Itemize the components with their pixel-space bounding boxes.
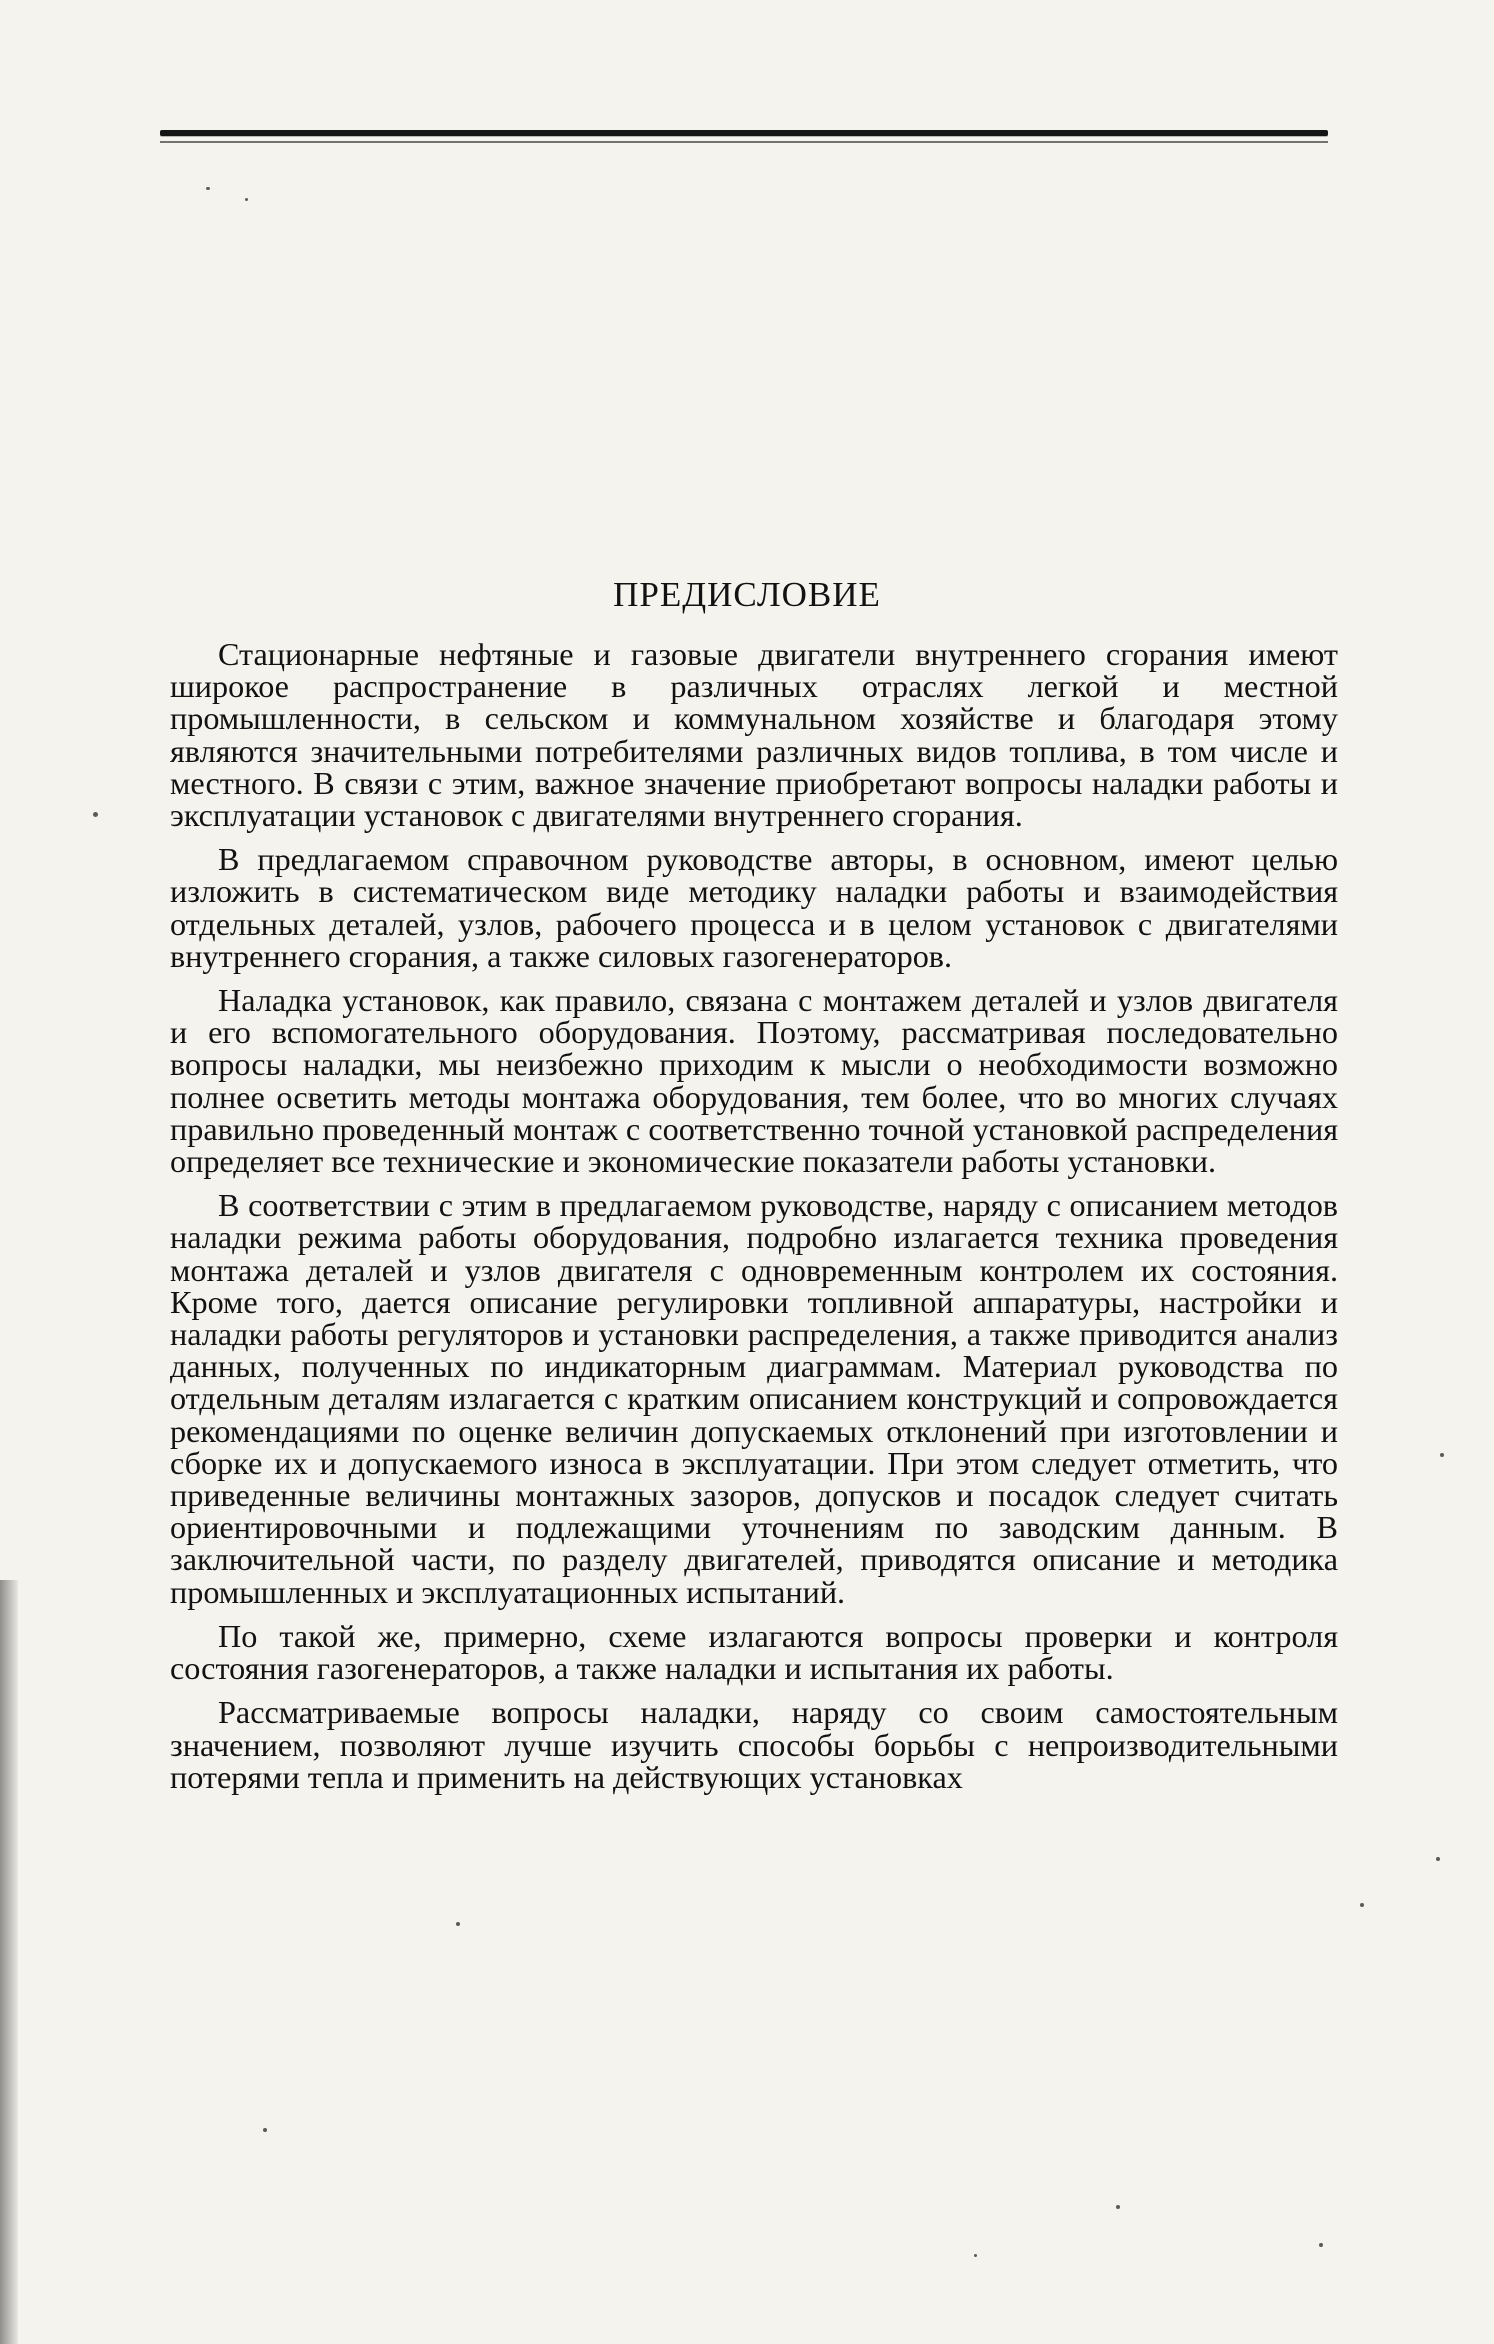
body-text (170, 638, 1338, 1805)
paragraph: Рассматриваемые вопросы наладки, наряду со своим самостоятельным значением, позволяют лучше изучить способы борьбы с непроизводительными потерями тепла и применить на действующих установках (170, 1694, 1338, 1795)
scan-speck (1360, 1903, 1364, 1907)
page-title: ПРЕДИСЛОВИЕ (613, 575, 881, 614)
paragraph: В соответствии с этим в предлагаемом руководстве, наряду с описанием методов наладки режима работы оборудования, подробно излагается техника проведения монтажа деталей и узлов двигателя с одновременным контролем их состояния. Кроме того, дается описание регулировки топливной аппаратуры, настройки и наладки работы регуляторов и установки распределения, а также приводится анализ данных, полученных по индикаторным диаграммам. Материал руководства по отдельным деталям излагается с кратким описанием конструкций и сопровождается рекомендациями по оценке величин допускаемых отклонений при изготовлении и сборке их и допускаемого износа в эксплуатации. При этом следует отметить, что приведенные величины монтажных зазоров, допусков и посадок следует считать ориентировочными и подлежащими уточнениям по заводским данным. В заключительной части, по разделу двигателей, приводятся описание и методика промышленных и эксплуатационных испытаний. (170, 1187, 1338, 1610)
paragraph: В предлагаемом справочном руководстве авторы, в основном, имеют целью изложить в систематическом виде методику наладки работы и взаимодействия отдельных деталей, узлов, рабочего процесса и в целом установок с двигателями внутреннего сгорания, а также силовых газогенераторов. (170, 841, 1338, 974)
scan-speck (1319, 2243, 1323, 2247)
scan-speck (974, 2254, 977, 2257)
paragraph: По такой же, примерно, схеме излагаются вопросы проверки и контроля состояния газогенераторов, а также наладки и испытания их работы. (170, 1617, 1338, 1687)
scan-speck (263, 2128, 267, 2132)
scan-speck (1436, 1857, 1440, 1861)
top-rule-secondary (160, 141, 1328, 143)
scan-speck (93, 812, 98, 817)
scan-speck (245, 198, 248, 201)
scan-speck (206, 187, 210, 190)
scan-speck (1116, 2205, 1120, 2209)
scan-speck (456, 1922, 460, 1926)
paragraph: Наладка установок, как правило, связана с монтажем деталей и узлов двигателя и его вспомогательного оборудования. Поэтому, рассматривая последовательно вопросы наладки, мы неизбежно приходим к мысли о необходимости возможно полнее осветить методы монтажа оборудования, тем более, что во многих случаях правильно проведенный монтаж с соответственно точной установкой распределения определяет все технические и экономические показатели работы установки. (170, 982, 1338, 1180)
scan-speck (1440, 1453, 1444, 1457)
top-rule (160, 130, 1328, 136)
binding-shadow (0, 1580, 18, 2344)
paragraph: Стационарные нефтяные и газовые двигатели внутреннего сгорания имеют широкое распространение в различных отраслях легкой и местной промышленности, в сельском и коммунальном хозяйстве и благодаря этому являются значительными потребителями различных видов топлива, в том числе и местного. В связи с этим, важное значение приобретают вопросы наладки работы и эксплуатации установок с двигателями внутреннего сгорания. (170, 636, 1338, 834)
